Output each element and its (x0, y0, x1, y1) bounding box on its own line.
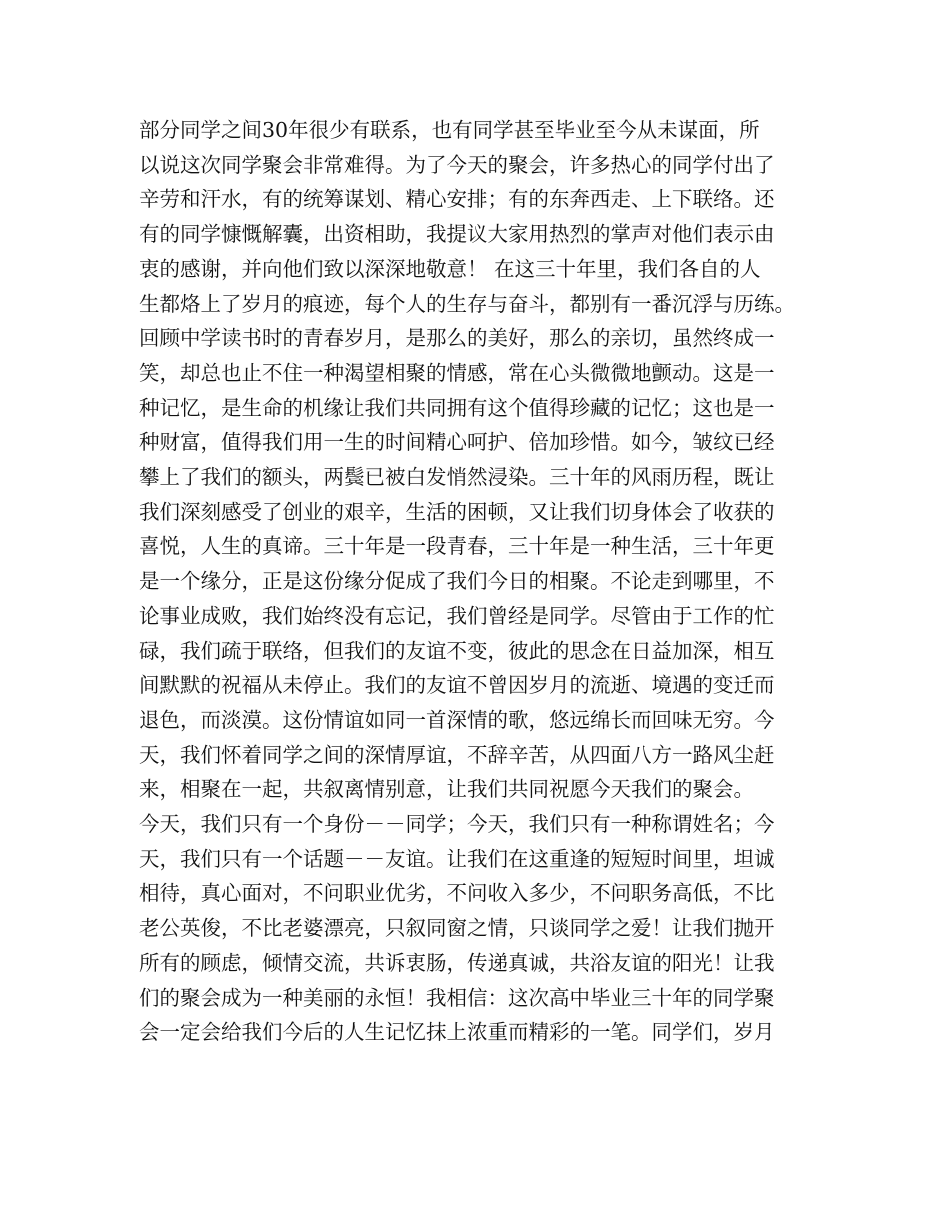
text-line: 会一定会给我们今后的人生记忆抹上浓重而精彩的一笔。同学们，岁月 (139, 1020, 775, 1045)
text-line: 辛劳和汗水，有的统筹谋划、精心安排；有的东奔西走、上下联络。还 (139, 187, 775, 212)
text-line: 们的聚会成为一种美丽的永恒！我相信：这次高中毕业三十年的同学聚 (139, 985, 775, 1010)
text-line: 笑，却总也止不住一种渴望相聚的情感，常在心头微微地颤动。这是一 (139, 360, 775, 385)
text-line: 种财富，值得我们用一生的时间精心呵护、倍加珍惜。如今，皱纹已经 (139, 430, 775, 455)
text-line: 生都烙上了岁月的痕迹，每个人的生存与奋斗，都别有一番沉浮与历练。 (139, 291, 795, 316)
text-line: 来，相聚在一起，共叙离情别意，让我们共同祝愿今天我们的聚会。 (139, 777, 754, 802)
text-line: 论事业成败，我们始终没有忘记，我们曾经是同学。尽管由于工作的忙 (139, 603, 775, 628)
text-line: 碌，我们疏于联络，但我们的友谊不变，彼此的思念在日益加深，相互 (139, 638, 775, 663)
text-line: 是一个缘分，正是这份缘分促成了我们今日的相聚。不论走到哪里，不 (139, 569, 775, 594)
text-line: 所有的顾虑，倾情交流，共诉衷肠，传递真诚，共浴友谊的阳光！让我 (139, 950, 775, 975)
text-line: 我们深刻感受了创业的艰辛，生活的困顿，又让我们切身体会了收获的 (139, 499, 775, 524)
text-line: 相待，真心面对，不问职业优劣，不问收入多少，不问职务高低，不比 (139, 881, 775, 906)
text-line: 天，我们只有一个话题－－友谊。让我们在这重逢的短短时间里，坦诚 (139, 846, 775, 871)
text-line: 回顾中学读书时的青春岁月，是那么的美好，那么的亲切，虽然终成一 (139, 326, 775, 351)
text-line: 间默默的祝福从未停止。我们的友谊不曾因岁月的流逝、境遇的变迁而 (139, 673, 775, 698)
text-line: 天，我们怀着同学之间的深情厚谊，不辞辛苦，从四面八方一路风尘赶 (139, 742, 775, 767)
text-line: 老公英俊，不比老婆漂亮，只叙同窗之情，只谈同学之爱！让我们抛开 (139, 916, 775, 941)
body-text (139, 113, 829, 1050)
text-line: 种记忆，是生命的机缘让我们共同拥有这个值得珍藏的记忆；这也是一 (139, 395, 775, 420)
text-line: 部分同学之间30年很少有联系，也有同学甚至毕业至今从未谋面，所 (139, 118, 760, 142)
text-line: 今天，我们只有一个身份－－同学；今天，我们只有一种称谓姓名；今 (139, 812, 775, 837)
text-line: 攀上了我们的额头，两鬓已被白发悄然浸染。三十年的风雨历程，既让 (139, 465, 775, 490)
text-line: 以说这次同学聚会非常难得。为了今天的聚会，许多热心的同学付出了 (139, 152, 775, 177)
text-line: 退色，而淡漠。这份情谊如同一首深情的歌，悠远绵长而回味无穷。今 (139, 707, 775, 732)
text-line: 衷的感谢，并向他们致以深深地敬意！ 在这三十年里，我们各自的人 (139, 256, 761, 281)
text-line: 喜悦，人生的真谛。三十年是一段青春，三十年是一种生活，三十年更 (139, 534, 775, 559)
text-line: 有的同学慷慨解囊，出资相助，我提议大家用热烈的掌声对他们表示由 (139, 222, 775, 247)
